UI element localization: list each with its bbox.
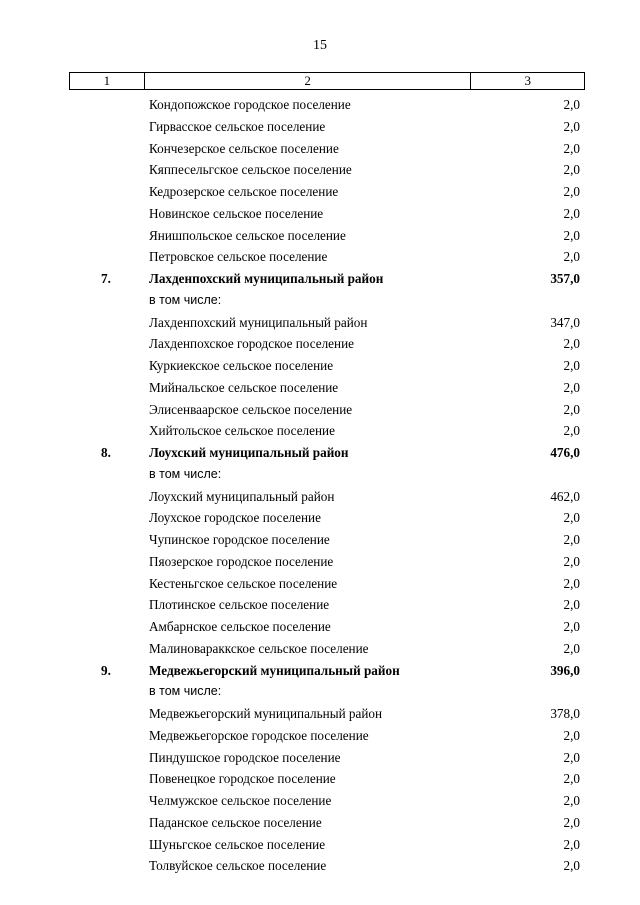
district-total-row xyxy=(0,268,640,290)
row-name: в том числе: xyxy=(149,292,222,307)
table-row xyxy=(0,725,640,747)
row-name: Элисенваарское сельское поселение xyxy=(149,401,353,417)
header-col-1: 1 xyxy=(70,73,145,90)
row-name: Лахденпохский муниципальный район xyxy=(149,314,368,330)
row-name: Шуньгское сельское поселение xyxy=(149,836,326,852)
row-value: 357,0 xyxy=(550,271,580,286)
row-value: 2,0 xyxy=(563,249,580,265)
table-row xyxy=(0,834,640,856)
row-value: 2,0 xyxy=(563,227,580,243)
table-row xyxy=(0,790,640,812)
row-value: 2,0 xyxy=(563,836,580,852)
row-name: Плотинское сельское поселение xyxy=(149,597,330,613)
table-row xyxy=(0,529,640,551)
row-value: 2,0 xyxy=(563,118,580,134)
row-name: Толвуйское сельское поселение xyxy=(149,858,327,874)
table-row xyxy=(0,203,640,225)
row-name: Кяппесельгское сельское поселение xyxy=(149,162,352,178)
table-row xyxy=(0,246,640,268)
table-row xyxy=(0,594,640,616)
row-value: 2,0 xyxy=(563,379,580,395)
header-col-3: 3 xyxy=(471,73,585,90)
row-value: 2,0 xyxy=(563,553,580,569)
row-name: Медвежьегорский муниципальный район xyxy=(149,706,383,721)
table-row xyxy=(0,94,640,116)
row-name: Гирвасское сельское поселение xyxy=(149,118,326,134)
row-value: 2,0 xyxy=(563,532,580,547)
table-row xyxy=(0,116,640,138)
table-row xyxy=(0,638,640,660)
row-value: 347,0 xyxy=(550,314,580,330)
row-value: 476,0 xyxy=(550,445,580,460)
row-value: 2,0 xyxy=(563,640,580,656)
table-row xyxy=(0,464,640,486)
row-name: Мийнальское сельское поселение xyxy=(149,379,339,395)
table-row xyxy=(0,573,640,595)
row-name: Лахденпохское городское поселение xyxy=(149,336,354,352)
row-value: 2,0 xyxy=(563,749,580,765)
row-value: 2,0 xyxy=(563,727,580,743)
row-value: 462,0 xyxy=(550,488,580,504)
row-value: 2,0 xyxy=(563,423,580,439)
row-value: 2,0 xyxy=(563,162,580,178)
row-name: Петровское сельское поселение xyxy=(149,249,328,265)
row-name: Кедрозерское сельское поселение xyxy=(149,184,339,199)
table-row xyxy=(0,399,640,421)
row-value: 2,0 xyxy=(563,814,580,830)
row-name: Новинское сельское поселение xyxy=(149,205,324,221)
table-row xyxy=(0,225,640,247)
row-value: 2,0 xyxy=(563,358,580,373)
table-row xyxy=(0,551,640,573)
row-name: Янишпольское сельское поселение xyxy=(149,227,346,243)
table-row xyxy=(0,355,640,377)
row-number: 9. xyxy=(101,662,111,678)
row-name: Пиндушское городское поселение xyxy=(149,749,341,765)
row-value: 2,0 xyxy=(563,140,580,156)
page-number: 15 xyxy=(313,38,327,53)
row-value: 2,0 xyxy=(563,401,580,417)
header-col-2: 2 xyxy=(144,73,471,90)
row-name: Паданское сельское поселение xyxy=(149,814,322,830)
row-value: 2,0 xyxy=(563,97,580,112)
row-name: Кондопожское городское поселение xyxy=(149,97,351,112)
district-total-row xyxy=(0,660,640,682)
table-row xyxy=(0,616,640,638)
table-row xyxy=(0,181,640,203)
table-row xyxy=(0,747,640,769)
row-value: 2,0 xyxy=(563,205,580,221)
table-row xyxy=(0,768,640,790)
row-name: Кончезерское сельское поселение xyxy=(149,140,339,156)
row-name: Малиновараккское сельское поселение xyxy=(149,640,369,656)
row-name: Лоухское городское поселение xyxy=(149,510,321,526)
table-row xyxy=(0,377,640,399)
row-name: Лахденпохский муниципальный район xyxy=(149,271,384,286)
row-name: Лоухский муниципальный район xyxy=(149,445,349,460)
row-value: 2,0 xyxy=(563,858,580,874)
table-row xyxy=(0,159,640,181)
row-name: Лоухский муниципальный район xyxy=(149,488,335,504)
row-name: Повенецкое городское поселение xyxy=(149,771,336,787)
table-row xyxy=(0,290,640,312)
row-value: 2,0 xyxy=(563,184,580,199)
row-name: Пяозерское городское поселение xyxy=(149,553,334,569)
row-value: 2,0 xyxy=(563,597,580,613)
table-row xyxy=(0,507,640,529)
row-value: 2,0 xyxy=(563,510,580,526)
table-header xyxy=(69,72,585,90)
table-row xyxy=(0,333,640,355)
row-number: 7. xyxy=(101,271,111,286)
row-value: 2,0 xyxy=(563,771,580,787)
table-row xyxy=(0,138,640,160)
row-value: 2,0 xyxy=(563,619,580,634)
row-value: 2,0 xyxy=(563,793,580,808)
row-number: 8. xyxy=(101,445,111,460)
table-row xyxy=(0,312,640,334)
table-row xyxy=(0,703,640,725)
row-value: 396,0 xyxy=(550,662,580,678)
row-name: Медвежьегорское городское поселение xyxy=(149,727,369,743)
table-row xyxy=(0,812,640,834)
table-row xyxy=(0,855,640,877)
district-total-row xyxy=(0,442,640,464)
row-name: Хийтольское сельское поселение xyxy=(149,423,335,439)
row-value: 378,0 xyxy=(550,706,580,721)
table-body xyxy=(0,94,640,877)
row-name: Амбарнское сельское поселение xyxy=(149,619,331,634)
table-row xyxy=(0,486,640,508)
row-name: Челмужское сельское поселение xyxy=(149,793,332,808)
row-name: Медвежьегорский муниципальный район xyxy=(149,662,400,678)
row-value: 2,0 xyxy=(563,575,580,591)
row-name: Кестеньгское сельское поселение xyxy=(149,575,338,591)
table-row xyxy=(0,420,640,442)
row-name: Куркиекское сельское поселение xyxy=(149,358,334,373)
row-value: 2,0 xyxy=(563,336,580,352)
row-name: в том числе: xyxy=(149,684,222,699)
table-row xyxy=(0,681,640,703)
row-name: Чупинское городское поселение xyxy=(149,532,330,547)
row-name: в том числе: xyxy=(149,466,222,481)
